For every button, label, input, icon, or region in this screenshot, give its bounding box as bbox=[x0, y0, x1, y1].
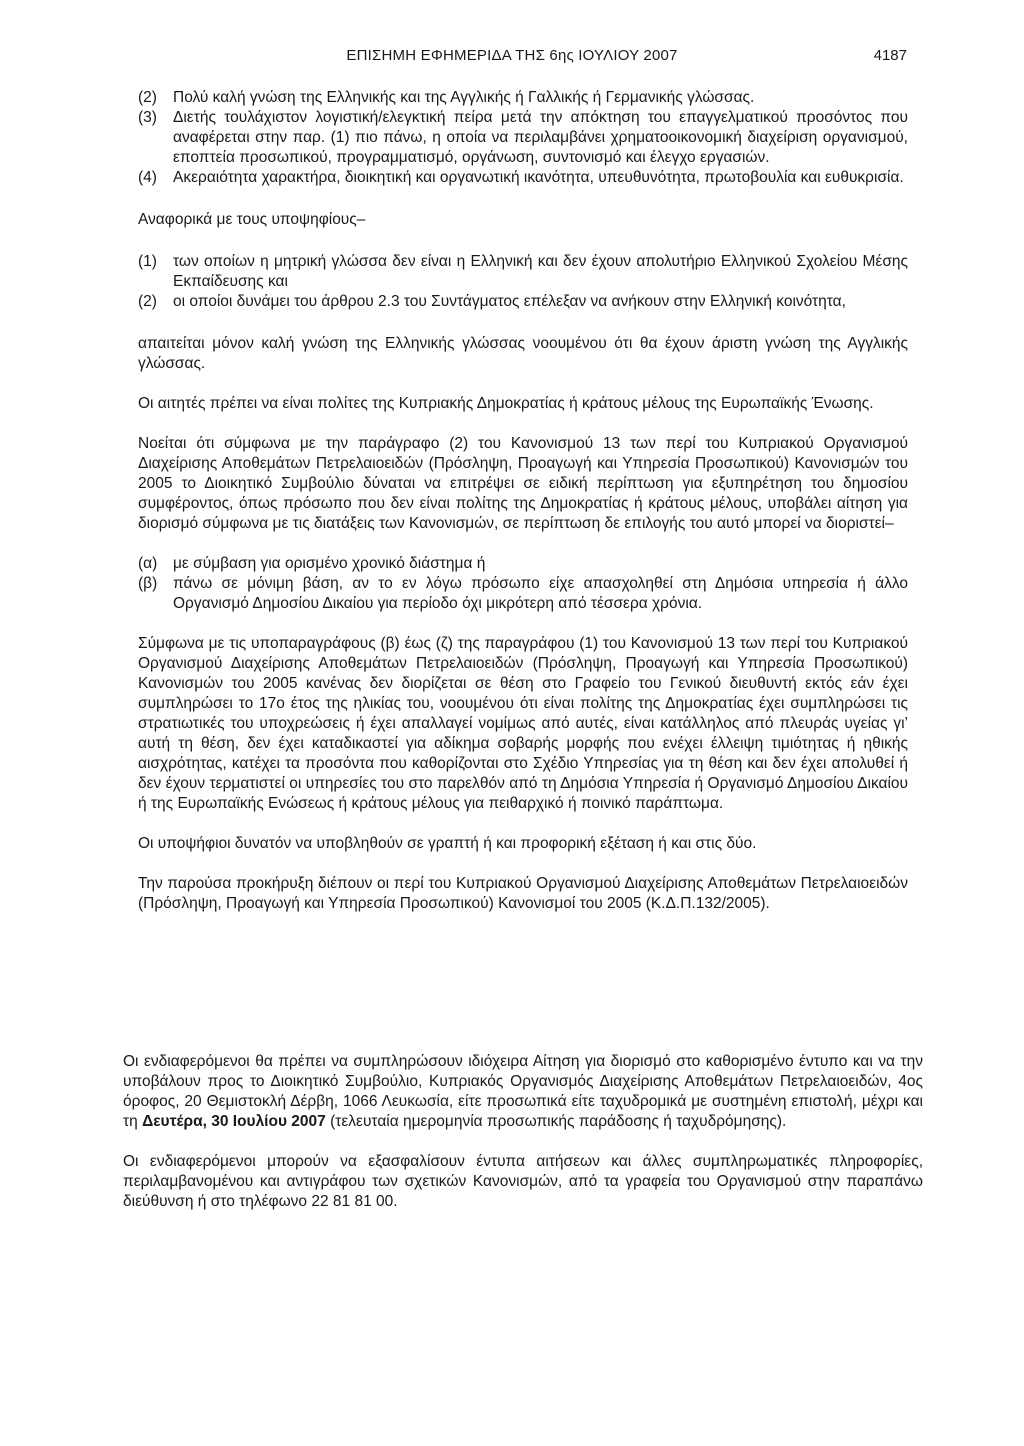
eligibility-paragraph: Σύμφωνα με τις υποπαραγράφους (β) έως (ζ) της παραγράφου (1) του Κανονισμού 13 των περί του Κυπριακού Οργανισμού Διαχείρισης Αποθεμάτων Πετρελαιοειδών (Πρόσληψη, Προαγωγή και Υπηρεσία Προσωπικού) Κανονισμών του 2005 κανένας δεν διορίζεται σε θέση στο Γραφείο του Γενικού διευθυντή εκτός εάν έχει συμπληρώσει το 17ο έτος της ηλικίας του, νοουμένου ότι είναι πολίτης της Δημοκρατίας έχει συμπληρώσει τις στρατιωτικές του υποχρεώσεις ή έχει απαλλαγεί νομίμως από αυτές, είναι κατάλληλος από πλευράς υγείας γι’ αυτή τη θέση, δεν έχει καταδικαστεί για αδίκημα σοβαρής μορφής που ενέχει έλλειψη τιμιότητας ή ηθικής αισχρότητας, κατέχει τα προσόντα που καθορίζονται στο Σχέδιο Υπηρεσίας για τη θέση και δεν έχει απολυθεί ή δεν έχουν τερματιστεί οι υπηρεσίες του στο παρελθόν από τη Δημόσια Υπηρεσία ή Οργανισμό Δημοσίου Δικαίου ή της Ευρωπαϊκής Ενώσεως ή κράτους μέλους για πειθαρχικό ή ποινικό παράπτωμα. bbox=[138, 635, 908, 812]
gazette-title: ΕΠΙΣΗΜΗ ΕΦΗΜΕΡΙΔΑ ΤΗΣ 6ης ΙΟΥΛΙΟΥ 2007 bbox=[346, 47, 678, 64]
forms-info-paragraph: Οι ενδιαφερόμενοι μπορούν να εξασφαλίσουν έντυπα αιτήσεων και άλλες συμπληρωματικές πληροφορίες, περιλαμβανομένου και αντιγράφου των σχετικών Κανονισμών, από τα γραφεία του Οργανισμού στην παραπάνω διεύθυνση ή στο τηλέφωνο 22 81 81 00. bbox=[123, 1153, 923, 1210]
candidates-list bbox=[138, 252, 908, 312]
item-text: οι οποίοι δυνάμει του άρθρου 2.3 του Συντάγματος επέλεξαν να ανήκουν στην Ελληνική κοινότητα, bbox=[173, 293, 846, 310]
item-text: πάνω σε μόνιμη βάση, αν το εν λόγω πρόσωπο είχε απασχοληθεί στη Δημόσια υπηρεσία ή άλλο Οργανισμό Δημοσίου Δικαίου για περίοδο όχι μικρότερη από τέσσερα χρόνια. bbox=[173, 575, 908, 612]
document-body bbox=[138, 88, 908, 914]
citizenship-paragraph: Οι αιτητές πρέπει να είναι πολίτες της Κυπριακής Δημοκρατίας ή κράτους μέλους της Ευρωπαϊκής Ένωσης. bbox=[138, 395, 874, 412]
page-header bbox=[0, 46, 1024, 66]
list-item bbox=[138, 168, 908, 188]
item-number: (1) bbox=[138, 253, 157, 270]
item-number: (α) bbox=[138, 555, 158, 572]
candidates-conclusion: απαιτείται μόνον καλή γνώση της Ελληνικής γλώσσας νοουμένου ότι θα έχουν άριστη γνώση της Αγγλικής γλώσσας. bbox=[138, 335, 908, 372]
application-text-after: (τελευταία ημερομηνία προσωπικής παράδοσης ή ταχυδρόμησης). bbox=[325, 1113, 787, 1130]
requirements-list bbox=[138, 88, 908, 188]
list-item bbox=[138, 252, 908, 292]
candidates-intro: Αναφορικά με τους υποψηφίους– bbox=[138, 211, 366, 228]
list-item bbox=[138, 574, 908, 614]
application-deadline: Δευτέρα, 30 Ιουλίου 2007 bbox=[142, 1113, 326, 1130]
item-number: (2) bbox=[138, 293, 157, 310]
application-text-before: Οι ενδιαφερόμενοι θα πρέπει να συμπληρώσουν ιδιόχειρα Αίτηση για διορισμό στο καθορισμένο έντυπο και να την υποβάλουν προς το Διοικητικό Συμβούλιο, Κυπριακός Οργανισμός Διαχείρισης Αποθεμάτων Πετρελαιοειδών, 4ος όροφος, 20 Θεμιστοκλή Δέρβη, 1066 Λευκωσία, είτε προσωπικά είτε ταχυδρομικά με συστημένη επιστολή, μέχρι και τη bbox=[123, 1053, 923, 1130]
item-text: Πολύ καλή γνώση της Ελληνικής και της Αγγλικής ή Γαλλικής ή Γερμανικής γλώσσας. bbox=[173, 89, 755, 106]
application-section bbox=[123, 1052, 923, 1212]
list-item bbox=[138, 108, 908, 168]
item-text: με σύμβαση για ορισμένο χρονικό διάστημα ή bbox=[173, 555, 486, 572]
item-number: (4) bbox=[138, 169, 157, 186]
exception-paragraph: Νοείται ότι σύμφωνα με την παράγραφο (2) του Κανονισμού 13 των περί του Κυπριακού Οργανισμού Διαχείρισης Αποθεμάτων Πετρελαιοειδών (Πρόσληψη, Προαγωγή και Υπηρεσία Προσωπικού) Κανονισμών του 2005 το Διοικητικό Συμβούλιο δύναται να επιτρέψει σε ειδική περίπτωση για εξυπηρέτηση του δημοσίου συμφέροντος, όπως πρόσωπο που δεν είναι πολίτης της Δημοκρατίας ή κράτους μέλους, υποβάλει αίτηση για διορισμό σύμφωνα με τις διατάξεις των Κανονισμών, σε περίπτωση δε επιλογής του αυτό μπορεί να διοριστεί– bbox=[138, 435, 908, 532]
exception-list bbox=[138, 554, 908, 614]
application-paragraph bbox=[123, 1052, 923, 1132]
item-number: (3) bbox=[138, 109, 157, 126]
item-text: Διετής τουλάχιστον λογιστική/ελεγκτική πείρα μετά την απόκτηση του επαγγελματικού προσόντος που αναφέρεται στην παρ. (1) πιο πάνω, η οποία να περιλαμβάνει χρηματοοικονομική διαχείριση οργανισμού, εποπτεία προσωπικού, προγραμματισμό, οργάνωση, συντονισμό και έλεγχο εργασιών. bbox=[173, 109, 908, 166]
list-item bbox=[138, 292, 908, 312]
exam-paragraph: Οι υποψήφιοι δυνατόν να υποβληθούν σε γραπτή ή και προφορική εξέταση ή και στις δύο. bbox=[138, 835, 757, 852]
list-item bbox=[138, 88, 908, 108]
item-text: Ακεραιότητα χαρακτήρα, διοικητική και οργανωτική ικανότητα, υπευθυνότητα, πρωτοβουλία και ευθυκρισία. bbox=[173, 169, 904, 186]
item-number: (2) bbox=[138, 89, 157, 106]
governing-paragraph: Την παρούσα προκήρυξη διέπουν οι περί του Κυπριακού Οργανισμού Διαχείρισης Αποθεμάτων Πετρελαιοειδών (Πρόσληψη, Προαγωγή και Υπηρεσία Προσωπικού) Κανονισμοί του 2005 (Κ.Δ.Π.132/2005). bbox=[138, 875, 908, 912]
item-number: (β) bbox=[138, 575, 158, 592]
list-item bbox=[138, 554, 908, 574]
item-text: των οποίων η μητρική γλώσσα δεν είναι η Ελληνική και δεν έχουν απολυτήριο Ελληνικού Σχολείου Μέσης Εκπαίδευσης και bbox=[173, 253, 908, 290]
page-number: 4187 bbox=[873, 47, 907, 64]
